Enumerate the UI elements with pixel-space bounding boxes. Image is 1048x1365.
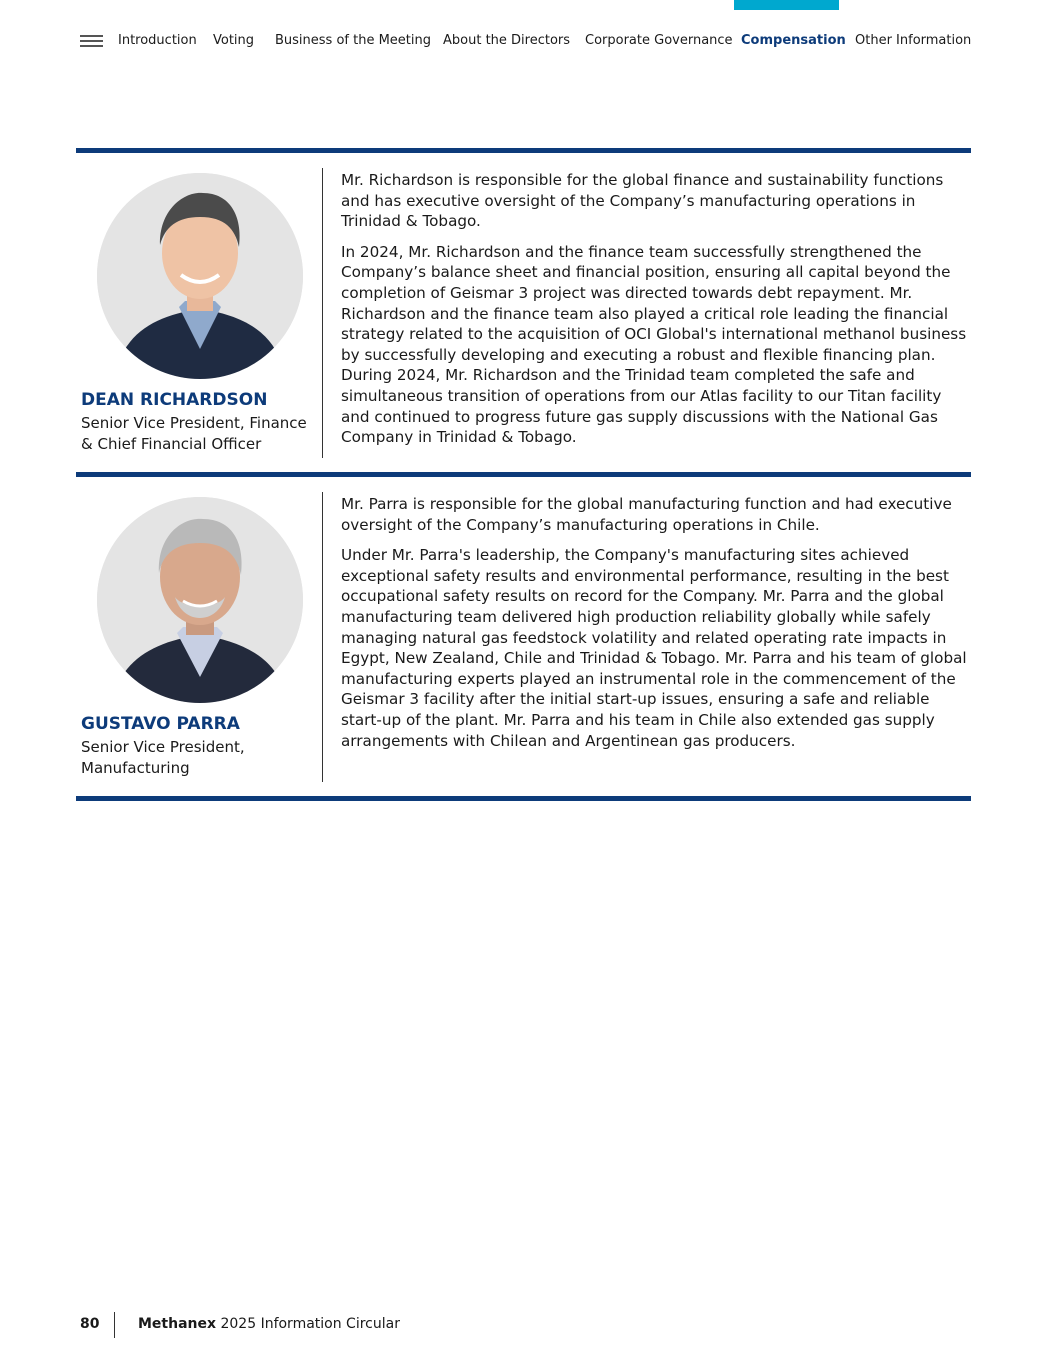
executive-name: DEAN RICHARDSON [81,390,268,410]
hamburger-menu-icon[interactable] [80,35,103,50]
page-number: 80 [80,1316,100,1332]
bio-paragraph: Mr. Parra is responsible for the global manufacturing function and had executive oversight of the Company’s manufacturing operations in Chile. [341,495,952,534]
bio-paragraph: Under Mr. Parra's leadership, the Company's manufacturing sites achieved exceptional safety results and environmental performance, resulting in the best occupational safety results on record for the Company. Mr. Parra and the global manufacturing team delivered high production reliability globally while safely managing natural gas feedstock volatility and related operating rate impacts in Egypt, New Zealand, Chile and Trinidad & Tobago. Mr. Parra and his team of global manufacturing experts played an instrumental role in the commencement of the Geismar 3 facility after the initial start-up issues, ensuring a safe and reliable start-up of the plant. Mr. Parra and his team in Chile also extended gas supply arrangements with Chilean and Argentinean gas producers. [341,546,967,750]
executive-title: Senior Vice President, Finance & Chief Financial Officer [81,414,307,453]
nav-item-about-the-directors[interactable]: About the Directors [443,33,571,48]
nav-item-other-information[interactable]: Other Information [855,33,972,48]
person-portrait-icon [97,173,303,379]
column-divider [322,168,323,458]
executive-bio [341,494,971,761]
bio-paragraph: Mr. Richardson is responsible for the global finance and sustainability functions and has executive oversight of the Company’s manufacturing operations in Trinidad & Tobago. [341,171,944,231]
nav-item-voting[interactable]: Voting [213,33,255,48]
company-name: Methanex [138,1316,217,1332]
footer-divider [114,1312,115,1338]
executive-bio [341,170,971,458]
nav-item-business-of-the-meeting[interactable]: Business of the Meeting [275,33,431,48]
person-portrait-icon [97,497,303,703]
column-divider [322,492,323,782]
nav-item-compensation[interactable]: Compensation [741,33,846,48]
active-section-indicator [734,0,839,10]
document-name: 2025 Information Circular [220,1316,400,1332]
executive-title: Senior Vice President, Manufacturing [81,738,245,777]
nav-item-corporate-governance[interactable]: Corporate Governance [585,33,733,48]
executive-photo [97,173,303,379]
executive-profile [76,477,971,796]
nav-item-introduction[interactable]: Introduction [118,33,197,48]
bio-paragraph: In 2024, Mr. Richardson and the finance team successfully strengthened the Company’s balance sheet and financial position, ensuring all capital beyond the completion of Geismar 3 project was directed towards debt repayment. Mr. Richardson and the finance team also played a critical role leading the financial strategy related to the acquisition of OCI Global's international methanol business by successfully developing and executing a robust and flexible financing plan. During 2024, Mr. Richardson and the Trinidad team completed the safe and simultaneous transition of operations from our Atlas facility to our Titan facility and continued to progress future gas supply discussions with the National Gas Company in Trinidad & Tobago. [341,242,967,447]
document-title [138,1316,400,1332]
executive-name: GUSTAVO PARRA [81,714,240,734]
executive-photo [97,497,303,703]
section-divider [76,796,971,801]
executive-profile [76,153,971,472]
top-navigation [0,0,1048,70]
